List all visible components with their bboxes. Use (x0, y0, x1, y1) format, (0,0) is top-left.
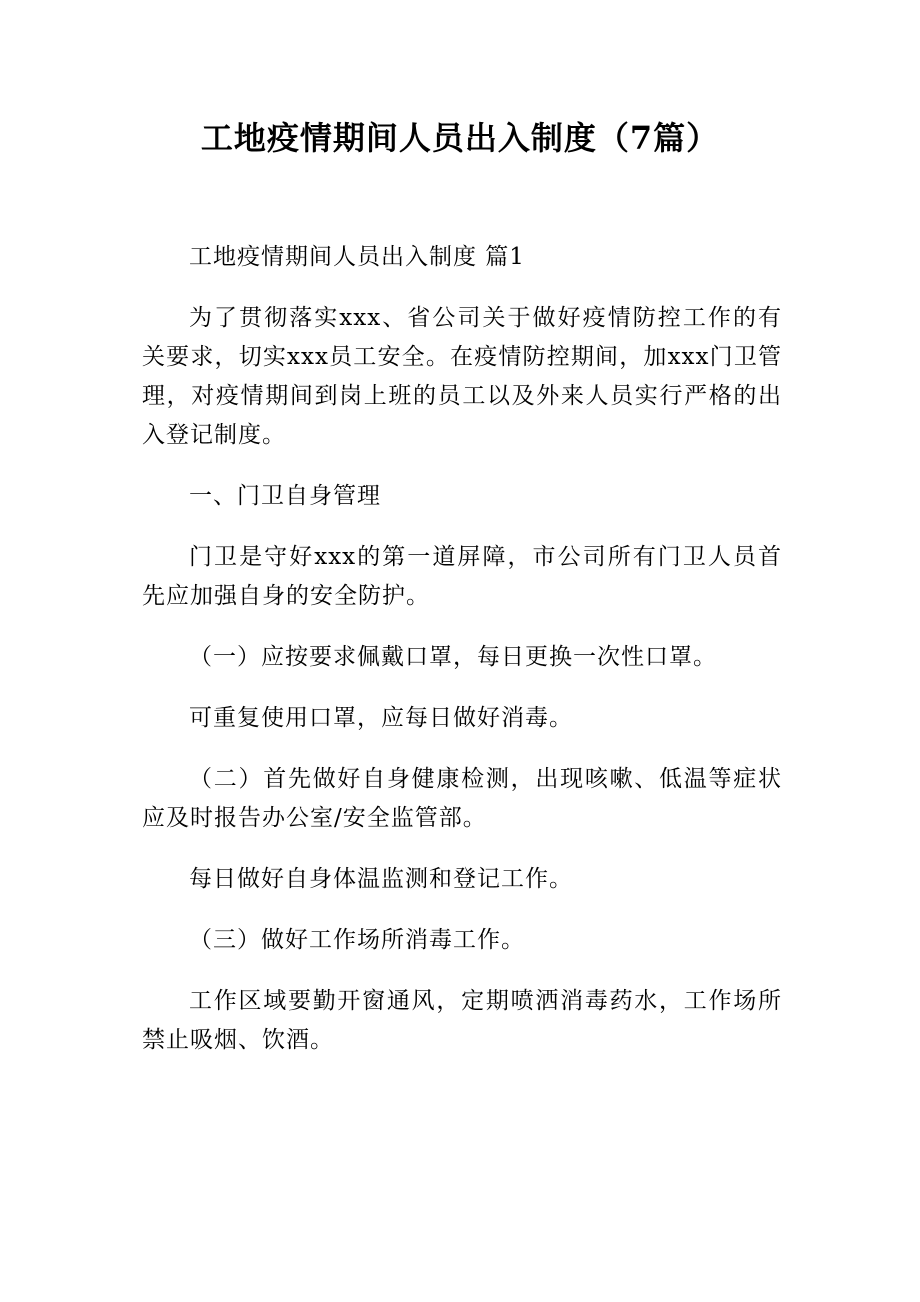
paragraph: 每日做好自身体温监测和登记工作。 (189, 866, 573, 892)
paragraph: 可重复使用口罩，应每日做好消毒。 (189, 705, 573, 731)
paragraph: 工作区域要勤开窗通风，定期喷洒消毒药水，工作场所禁止吸烟、饮酒。 (142, 988, 782, 1053)
section-heading: 一、门卫自身管理 (189, 483, 381, 509)
paragraph: 门卫是守好xxx的第一道屏障，市公司所有门卫人员首先应加强自身的安全防护。 (142, 544, 782, 609)
list-item: （一）应按要求佩戴口罩，每日更换一次性口罩。 (189, 644, 717, 670)
list-item: （二）首先做好自身健康检测，出现咳嗽、低温等症状应及时报告办公室/安全监管部。 (142, 766, 782, 831)
paragraph: 为了贯彻落实xxx、省公司关于做好疫情防控工作的有关要求，切实xxx员工安全。在疫情防控期间，加xxx门卫管理，对疫情期间到岗上班的员工以及外来人员实行严格的出入登记制度。 (142, 305, 782, 448)
list-item: （三）做好工作场所消毒工作。 (189, 927, 525, 953)
section-heading: 工地疫情期间人员出入制度 篇1 (189, 244, 525, 270)
document-title: 工地疫情期间人员出入制度（7篇） (200, 119, 720, 157)
document-body (142, 238, 782, 1060)
